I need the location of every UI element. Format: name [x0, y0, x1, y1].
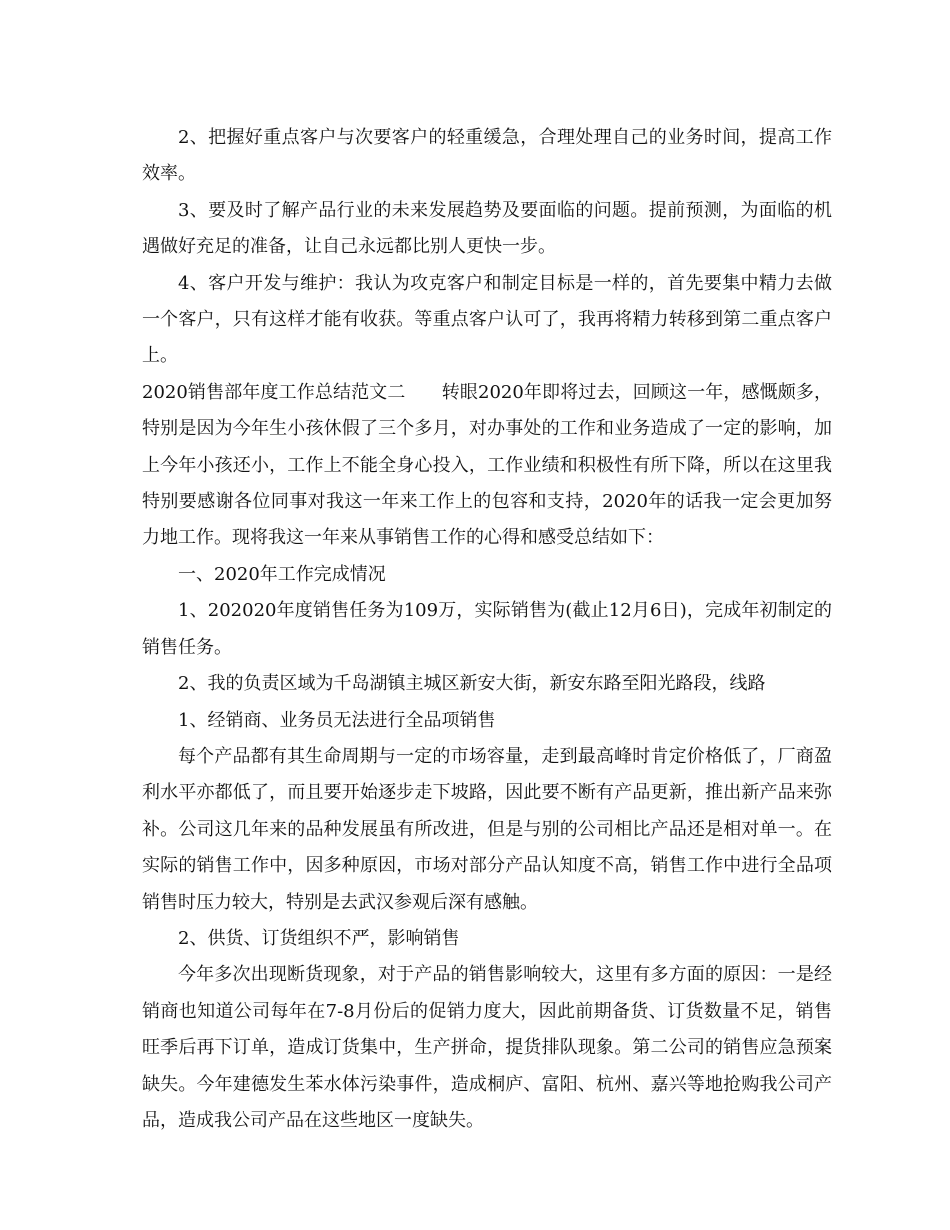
- paragraph-summary-intro: 2020销售部年度工作总结范文二 转眼2020年即将过去，回顾这一年，感慨颇多，特别是因为今年生小孩休假了三个多月，对办事处的工作和业务造成了一定的影响，加上今年小孩还小，工作上不能全身心投入，工作业绩和积极性有所下降，所以在这里我特别要感谢各位同事对我这一年来工作上的包容和支持，2020年的话我一定会更加努力地工作。现将我这一年来从事销售工作的心得和感受总结如下：: [142, 381, 832, 549]
- paragraph-priority-customers: 2、把握好重点客户与次要客户的轻重缓急，合理处理自己的业务时间，提高工作效率。: [142, 127, 832, 185]
- subheading-supply-ordering: 2、供货、订货组织不严，影响销售: [178, 927, 460, 949]
- paragraph-product-lifecycle: 每个产品都有其生命周期与一定的市场容量，走到最高峰时肯定价格低了，厂商盈利水平亦都低了，而且要开始逐步走下坡路，因此要不断有产品更新，推出新产品来弥补。公司这几年来的品种发展虽有所改进，但是与别的公司相比产品还是相对单一。在实际的销售工作中，因多种原因，市场对部分产品认知度不高，销售工作中进行全品项销售时压力较大，特别是去武汉参观后深有感触。: [142, 745, 832, 913]
- paragraph-customer-development: 4、客户开发与维护：我认为攻克客户和制定目标是一样的，首先要集中精力去做一个客户，只有这样才能有收获。等重点客户认可了，我再将精力转移到第二重点客户上。: [142, 272, 832, 367]
- paragraph-responsible-area: 2、我的负责区域为千岛湖镇主城区新安大街，新安东路至阳光路段，线路: [178, 673, 766, 695]
- subheading-full-range-sales: 1、经销商、业务员无法进行全品项销售: [178, 709, 496, 731]
- document-body: [142, 120, 832, 1139]
- paragraph-industry-trends: 3、要及时了解产品行业的未来发展趋势及要面临的问题。提前预测，为面临的机遇做好充足的准备，让自己永远都比别人更快一步。: [142, 199, 832, 258]
- paragraph-stock-shortage: 今年多次出现断货现象，对于产品的销售影响较大，这里有多方面的原因：一是经销商也知道公司每年在7-8月份后的促销力度大，因此前期备货、订货数量不足，销售旺季后再下订单，造成订货集中，生产拼命，提货排队现象。第二公司的销售应急预案缺失。今年建德发生苯水体污染事件，造成桐庐、富阳、杭州、嘉兴等地抢购我公司产品，造成我公司产品在这些地区一度缺失。: [142, 964, 832, 1131]
- paragraph-sales-task: 1、202020年度销售任务为109万，实际销售为(截止12月6日)，完成年初制定的销售任务。: [142, 600, 832, 658]
- section-heading-work-completion: 一、2020年工作完成情况: [178, 563, 386, 585]
